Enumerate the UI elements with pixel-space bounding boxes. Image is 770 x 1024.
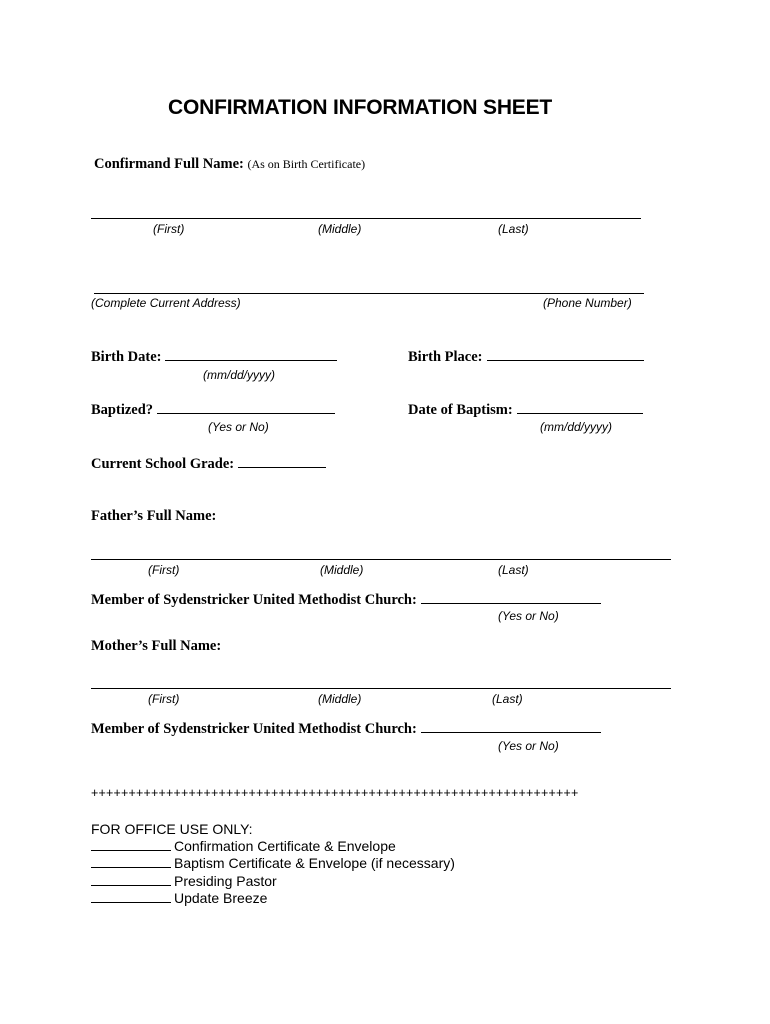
baptized-field[interactable] [157, 401, 335, 414]
school-grade-label: Current School Grade: [91, 456, 235, 472]
address-hint: (Complete Current Address) [91, 296, 241, 310]
mother-member-field[interactable] [421, 720, 601, 733]
birth-place-label: Birth Place: [408, 349, 483, 365]
confirmand-name-line[interactable] [91, 218, 641, 219]
office-item-checkline[interactable] [91, 890, 171, 903]
office-item [91, 838, 396, 854]
office-item-label: Presiding Pastor [174, 873, 277, 889]
office-item-checkline[interactable] [91, 855, 171, 868]
office-item-checkline[interactable] [91, 838, 171, 851]
baptism-date-hint: (mm/dd/yyyy) [540, 420, 612, 434]
mother-member-row [91, 720, 601, 738]
confirmand-name-label: Confirmand Full Name: [94, 156, 244, 172]
school-grade-row [91, 455, 326, 473]
confirmand-last-hint: (Last) [498, 222, 529, 236]
birth-place-field[interactable] [487, 348, 644, 361]
father-member-field[interactable] [421, 591, 601, 604]
mother-name-line[interactable] [91, 688, 671, 689]
confirmand-first-hint: (First) [153, 222, 185, 236]
confirmand-name-note: (As on Birth Certificate) [247, 157, 366, 171]
confirmand-middle-hint: (Middle) [318, 222, 362, 236]
mother-member-hint: (Yes or No) [498, 739, 559, 753]
office-item-label: Baptism Certificate & Envelope (if necessary) [174, 855, 455, 871]
birth-date-hint: (mm/dd/yyyy) [203, 368, 275, 382]
page-title: CONFIRMATION INFORMATION SHEET [168, 96, 553, 119]
baptism-date-row [408, 401, 643, 419]
father-name-label-row [91, 508, 216, 525]
office-heading: FOR OFFICE USE ONLY: [91, 821, 253, 837]
phone-hint: (Phone Number) [543, 296, 632, 310]
baptism-date-field[interactable] [517, 401, 643, 414]
plus-separator: +++++++++++++++++++++++++++++++++++++++++++++++++++++++++++++++++ [91, 786, 579, 800]
mother-last-hint: (Last) [492, 692, 523, 706]
mother-name-label: Mother’s Full Name: [91, 638, 222, 654]
father-middle-hint: (Middle) [320, 563, 364, 577]
father-member-hint: (Yes or No) [498, 609, 559, 623]
birth-date-row [91, 348, 337, 366]
office-item [91, 855, 455, 871]
baptized-hint: (Yes or No) [208, 420, 269, 434]
father-name-label: Father’s Full Name: [91, 508, 217, 524]
office-item [91, 890, 267, 906]
address-line[interactable] [94, 293, 644, 294]
birth-date-label: Birth Date: [91, 349, 162, 365]
baptized-row [91, 401, 335, 419]
office-item-label: Update Breeze [174, 890, 268, 906]
mother-name-label-row [91, 638, 221, 655]
birth-place-row [408, 348, 644, 366]
father-member-row [91, 591, 601, 609]
father-last-hint: (Last) [498, 563, 529, 577]
mother-first-hint: (First) [148, 692, 180, 706]
office-item-checkline[interactable] [91, 873, 171, 886]
office-item-label: Confirmation Certificate & Envelope [174, 838, 396, 854]
father-name-line[interactable] [91, 559, 671, 560]
office-item [91, 873, 277, 889]
baptism-date-label: Date of Baptism: [408, 402, 513, 418]
confirmand-name-label-row [94, 156, 365, 173]
birth-date-field[interactable] [165, 348, 337, 361]
mother-member-label: Member of Sydenstricker United Methodist Church: [91, 721, 417, 737]
baptized-label: Baptized? [91, 402, 154, 418]
father-first-hint: (First) [148, 563, 180, 577]
school-grade-field[interactable] [238, 455, 326, 468]
father-member-label: Member of Sydenstricker United Methodist Church: [91, 592, 417, 608]
mother-middle-hint: (Middle) [318, 692, 362, 706]
